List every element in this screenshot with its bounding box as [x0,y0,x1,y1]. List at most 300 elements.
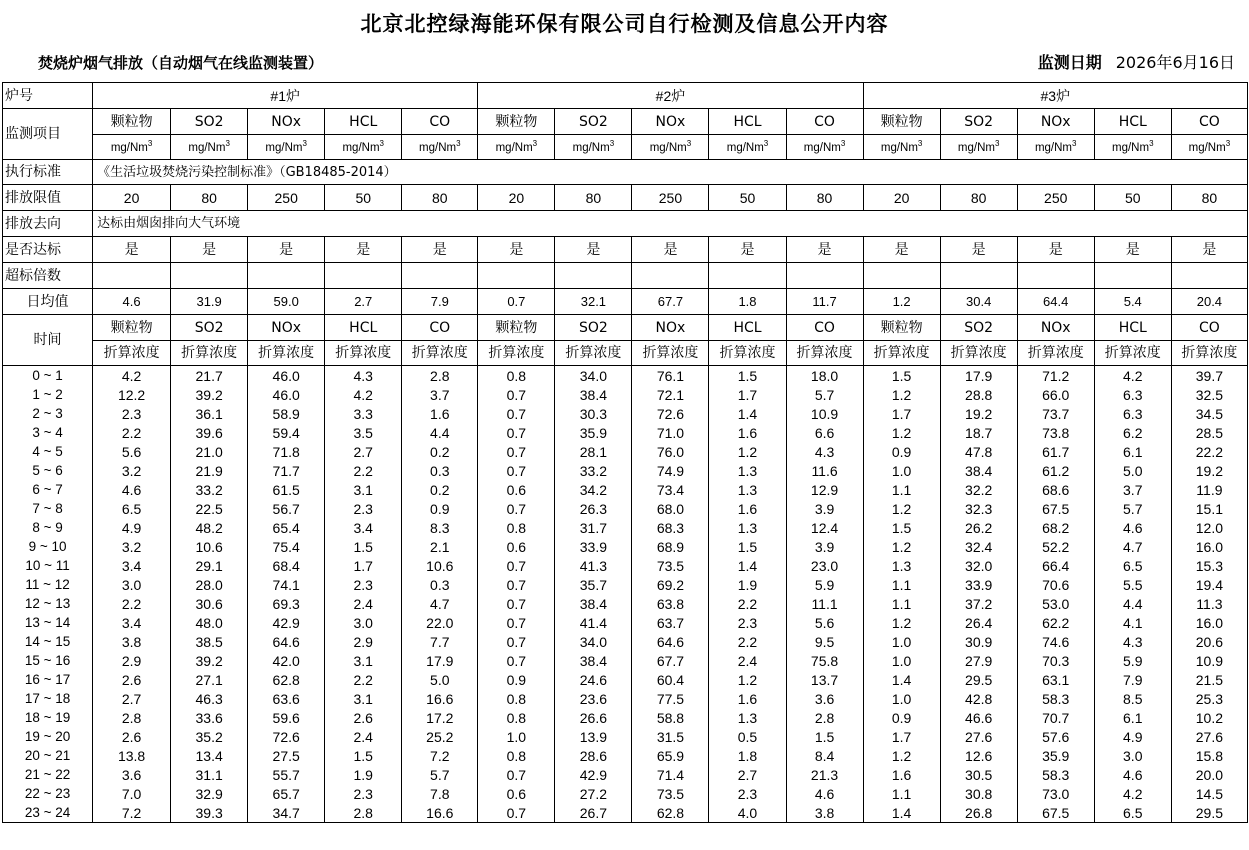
unit-cell [478,135,555,160]
converted-label: 折算浓度 [248,341,325,366]
value-cell: 12.9 [786,480,863,499]
value-cell: 1.5 [709,537,786,556]
value-cell: 27.2 [555,784,632,803]
value-cell: 67.7 [632,651,709,670]
value-cell: 76.1 [632,366,709,386]
value-cell: 39.2 [171,385,248,404]
value-cell: 71.4 [632,765,709,784]
value-cell: 0.9 [863,708,940,727]
value-cell: 30.8 [940,784,1017,803]
value-cell: 4.2 [93,366,171,386]
unit-cell [325,135,402,160]
value-cell: 5.0 [1094,461,1171,480]
table-row [3,385,1248,404]
value-cell: 63.1 [1017,670,1094,689]
item-header: HCL [1094,109,1171,135]
value-cell: 34.2 [555,480,632,499]
value-cell: 1.2 [863,537,940,556]
value-cell: 0.7 [478,575,555,594]
value-cell: 15.3 [1171,556,1247,575]
value-cell: 14.5 [1171,784,1247,803]
table-row [3,632,1248,651]
unit-superscript: 3 [763,138,769,148]
value-cell: 2.2 [325,461,402,480]
value-cell: 7.7 [402,632,478,651]
exceed-value [248,263,325,289]
time-item-header: SO2 [940,315,1017,341]
value-cell: 2.3 [325,575,402,594]
destination-label: 排放去向 [3,211,93,237]
value-cell: 73.5 [632,556,709,575]
value-cell: 38.4 [555,594,632,613]
value-cell: 4.6 [93,480,171,499]
daily-avg-value: 1.2 [863,289,940,315]
value-cell: 2.2 [709,594,786,613]
item-header: NOx [632,109,709,135]
value-cell: 12.0 [1171,518,1247,537]
item-header: SO2 [555,109,632,135]
value-cell: 2.4 [325,727,402,746]
unit-text: mg/Nm [726,141,764,154]
exceed-value [402,263,478,289]
value-cell: 4.4 [402,423,478,442]
value-cell: 59.6 [248,708,325,727]
item-header: HCL [325,109,402,135]
value-cell: 38.4 [555,651,632,670]
unit-text: mg/Nm [342,141,380,154]
value-cell: 65.9 [632,746,709,765]
value-cell: 68.4 [248,556,325,575]
time-cell: 0 ~ 1 [3,366,93,386]
value-cell: 2.1 [402,537,478,556]
standard-label: 执行标准 [3,160,93,185]
value-cell: 1.3 [709,480,786,499]
value-cell: 31.5 [632,727,709,746]
value-cell: 3.1 [325,689,402,708]
time-item-header: 颗粒物 [93,315,171,341]
value-cell: 2.7 [93,689,171,708]
time-item-header: 颗粒物 [478,315,555,341]
unit-text: mg/Nm [265,141,303,154]
time-item-header: CO [1171,315,1247,341]
time-cell: 17 ~ 18 [3,689,93,708]
value-cell: 21.7 [171,366,248,386]
converted-label: 折算浓度 [402,341,478,366]
value-cell: 4.7 [1094,537,1171,556]
value-cell: 0.6 [478,480,555,499]
value-cell: 2.4 [709,651,786,670]
value-cell: 58.3 [1017,689,1094,708]
value-cell: 33.9 [940,575,1017,594]
compliant-value: 是 [171,237,248,263]
time-cell: 19 ~ 20 [3,727,93,746]
value-cell: 0.8 [478,746,555,765]
value-cell: 37.2 [940,594,1017,613]
unit-text: mg/Nm [419,141,457,154]
value-cell: 56.7 [248,499,325,518]
value-cell: 58.3 [1017,765,1094,784]
limit-value: 250 [1017,185,1094,211]
value-cell: 39.7 [1171,366,1247,386]
exceed-value [786,263,863,289]
daily-avg-value: 7.9 [402,289,478,315]
value-cell: 72.1 [632,385,709,404]
value-cell: 70.3 [1017,651,1094,670]
value-cell: 17.2 [402,708,478,727]
value-cell: 0.7 [478,765,555,784]
value-cell: 2.4 [325,594,402,613]
value-cell: 66.4 [1017,556,1094,575]
compliant-value: 是 [709,237,786,263]
value-cell: 23.0 [786,556,863,575]
value-cell: 27.6 [940,727,1017,746]
value-cell: 1.0 [478,727,555,746]
value-cell: 3.7 [1094,480,1171,499]
value-cell: 1.2 [709,442,786,461]
unit-cell [709,135,786,160]
value-cell: 3.7 [402,385,478,404]
value-cell: 67.5 [1017,803,1094,823]
value-cell: 55.7 [248,765,325,784]
unit-superscript: 3 [147,138,153,148]
limit-label: 排放限值 [3,185,93,211]
value-cell: 10.9 [1171,651,1247,670]
converted-label: 折算浓度 [632,341,709,366]
item-header: 颗粒物 [93,109,171,135]
unit-cell [248,135,325,160]
value-cell: 27.5 [248,746,325,765]
destination-text: 达标由烟囱排向大气环境 [93,211,1248,237]
limit-value: 80 [402,185,478,211]
value-cell: 35.2 [171,727,248,746]
value-cell: 35.9 [555,423,632,442]
unit-text: mg/Nm [1188,141,1226,154]
value-cell: 74.6 [1017,632,1094,651]
value-cell: 28.6 [555,746,632,765]
value-cell: 1.0 [863,651,940,670]
value-cell: 0.8 [478,366,555,386]
limit-value: 50 [325,185,402,211]
time-cell: 3 ~ 4 [3,423,93,442]
converted-label: 折算浓度 [325,341,402,366]
value-cell: 34.7 [248,803,325,823]
converted-label: 折算浓度 [940,341,1017,366]
value-cell: 1.0 [863,632,940,651]
unit-cell [863,135,940,160]
value-cell: 16.0 [1171,537,1247,556]
limit-value: 250 [632,185,709,211]
value-cell: 3.3 [325,404,402,423]
value-cell: 0.7 [478,499,555,518]
value-cell: 32.9 [171,784,248,803]
time-label: 时间 [3,315,93,366]
table-row [3,708,1248,727]
item-header: NOx [248,109,325,135]
table-row [3,366,1248,386]
item-header: NOx [1017,109,1094,135]
value-cell: 39.6 [171,423,248,442]
item-header: CO [786,109,863,135]
unit-text: mg/Nm [880,141,918,154]
converted-label: 折算浓度 [1017,341,1094,366]
value-cell: 0.7 [478,594,555,613]
value-cell: 6.5 [1094,803,1171,823]
value-cell: 2.3 [325,784,402,803]
exceed-value [93,263,171,289]
unit-text: mg/Nm [803,141,841,154]
value-cell: 19.2 [940,404,1017,423]
daily-avg-value: 0.7 [478,289,555,315]
value-cell: 1.5 [325,537,402,556]
value-cell: 72.6 [632,404,709,423]
table-header [3,83,1248,366]
value-cell: 2.8 [786,708,863,727]
unit-cell [402,135,478,160]
value-cell: 3.8 [786,803,863,823]
time-cell: 8 ~ 9 [3,518,93,537]
value-cell: 75.4 [248,537,325,556]
value-cell: 2.2 [325,670,402,689]
value-cell: 1.2 [863,746,940,765]
value-cell: 33.2 [171,480,248,499]
value-cell: 31.7 [555,518,632,537]
time-cell: 21 ~ 22 [3,765,93,784]
value-cell: 1.4 [863,670,940,689]
time-item-header: 颗粒物 [863,315,940,341]
value-cell: 26.6 [555,708,632,727]
limit-value: 80 [1171,185,1247,211]
value-cell: 46.3 [171,689,248,708]
value-cell: 10.6 [171,537,248,556]
value-cell: 1.2 [863,385,940,404]
compliant-value: 是 [248,237,325,263]
value-cell: 38.4 [555,385,632,404]
value-cell: 73.8 [1017,423,1094,442]
value-cell: 31.1 [171,765,248,784]
value-cell: 22.2 [1171,442,1247,461]
value-cell: 1.2 [863,499,940,518]
table-row [3,480,1248,499]
value-cell: 0.7 [478,613,555,632]
unit-cell [171,135,248,160]
value-cell: 4.6 [1094,518,1171,537]
value-cell: 35.7 [555,575,632,594]
table-row [3,727,1248,746]
value-cell: 1.7 [863,727,940,746]
value-cell: 0.7 [478,803,555,823]
table-row [3,404,1248,423]
value-cell: 3.9 [786,537,863,556]
time-cell: 4 ~ 5 [3,442,93,461]
value-cell: 27.1 [171,670,248,689]
value-cell: 29.5 [1171,803,1247,823]
value-cell: 3.8 [93,632,171,651]
value-cell: 20.0 [1171,765,1247,784]
value-cell: 15.1 [1171,499,1247,518]
value-cell: 9.5 [786,632,863,651]
value-cell: 58.9 [248,404,325,423]
value-cell: 0.7 [478,404,555,423]
converted-label: 折算浓度 [555,341,632,366]
value-cell: 30.5 [940,765,1017,784]
value-cell: 39.3 [171,803,248,823]
value-cell: 5.7 [1094,499,1171,518]
value-cell: 16.0 [1171,613,1247,632]
table-row [3,613,1248,632]
value-cell: 38.5 [171,632,248,651]
value-cell: 3.2 [93,461,171,480]
date-value: 2026年6月16日 [1115,53,1235,72]
value-cell: 30.3 [555,404,632,423]
item-label: 监测项目 [3,109,93,160]
time-cell: 2 ~ 3 [3,404,93,423]
value-cell: 32.4 [940,537,1017,556]
compliant-value: 是 [402,237,478,263]
standard-text: 《生活垃圾焚烧污染控制标准》（GB18485-2014） [93,160,1248,185]
value-cell: 4.7 [402,594,478,613]
value-cell: 33.9 [555,537,632,556]
value-cell: 2.3 [93,404,171,423]
value-cell: 26.7 [555,803,632,823]
compliant-value: 是 [555,237,632,263]
value-cell: 8.3 [402,518,478,537]
exceed-value [632,263,709,289]
time-cell: 23 ~ 24 [3,803,93,823]
value-cell: 2.3 [709,784,786,803]
value-cell: 7.2 [93,803,171,823]
value-cell: 4.2 [325,385,402,404]
time-item-header: CO [402,315,478,341]
value-cell: 42.8 [940,689,1017,708]
value-cell: 34.0 [555,632,632,651]
exceed-value [478,263,555,289]
value-cell: 28.5 [1171,423,1247,442]
value-cell: 34.0 [555,366,632,386]
unit-text: mg/Nm [572,141,610,154]
time-item-header: SO2 [171,315,248,341]
value-cell: 1.1 [863,480,940,499]
value-cell: 61.7 [1017,442,1094,461]
value-cell: 1.4 [863,803,940,823]
value-cell: 41.4 [555,613,632,632]
value-cell: 19.2 [1171,461,1247,480]
value-cell: 2.9 [93,651,171,670]
value-cell: 1.3 [863,556,940,575]
value-cell: 1.7 [863,404,940,423]
value-cell: 30.9 [940,632,1017,651]
value-cell: 4.9 [93,518,171,537]
limit-value: 50 [1094,185,1171,211]
daily-avg-value: 30.4 [940,289,1017,315]
table-row [3,556,1248,575]
compliant-value: 是 [1094,237,1171,263]
unit-text: mg/Nm [495,141,533,154]
value-cell: 66.0 [1017,385,1094,404]
value-cell: 7.8 [402,784,478,803]
value-cell: 1.6 [402,404,478,423]
daily-avg-value: 11.7 [786,289,863,315]
value-cell: 11.1 [786,594,863,613]
value-cell: 61.2 [1017,461,1094,480]
daily-avg-value: 5.4 [1094,289,1171,315]
value-cell: 16.6 [402,803,478,823]
value-cell: 15.8 [1171,746,1247,765]
value-cell: 0.9 [402,499,478,518]
value-cell: 1.4 [709,404,786,423]
value-cell: 39.2 [171,651,248,670]
value-cell: 71.2 [1017,366,1094,386]
monitoring-date [1038,50,1235,73]
exceed-value [1017,263,1094,289]
value-cell: 46.6 [940,708,1017,727]
unit-superscript: 3 [609,138,615,148]
value-cell: 8.4 [786,746,863,765]
table-row [3,499,1248,518]
value-cell: 65.7 [248,784,325,803]
value-cell: 7.0 [93,784,171,803]
compliant-value: 是 [863,237,940,263]
value-cell: 0.5 [709,727,786,746]
time-item-header: HCL [1094,315,1171,341]
time-cell: 14 ~ 15 [3,632,93,651]
item-header: CO [1171,109,1247,135]
unit-superscript: 3 [456,138,461,148]
furnace-label: 炉号 [3,83,93,109]
value-cell: 59.4 [248,423,325,442]
value-cell: 1.5 [863,366,940,386]
value-cell: 1.2 [863,423,940,442]
value-cell: 58.8 [632,708,709,727]
unit-text: mg/Nm [1034,141,1073,154]
daily-avg-value: 31.9 [171,289,248,315]
value-cell: 62.8 [632,803,709,823]
value-cell: 28.8 [940,385,1017,404]
time-item-header: NOx [1017,315,1094,341]
value-cell: 19.4 [1171,575,1247,594]
value-cell: 3.4 [93,556,171,575]
time-cell: 5 ~ 6 [3,461,93,480]
unit-superscript: 3 [1149,138,1154,148]
unit-cell [1171,135,1247,160]
value-cell: 1.3 [709,708,786,727]
converted-label: 折算浓度 [171,341,248,366]
value-cell: 25.2 [402,727,478,746]
value-cell: 34.5 [1171,404,1247,423]
value-cell: 47.8 [940,442,1017,461]
value-cell: 7.2 [402,746,478,765]
table-row [3,575,1248,594]
table-row [3,537,1248,556]
table-row [3,442,1248,461]
value-cell: 0.3 [402,575,478,594]
table-row [3,689,1248,708]
value-cell: 10.2 [1171,708,1247,727]
value-cell: 28.1 [555,442,632,461]
value-cell: 4.4 [1094,594,1171,613]
value-cell: 33.6 [171,708,248,727]
item-header: SO2 [940,109,1017,135]
value-cell: 73.7 [1017,404,1094,423]
value-cell: 0.6 [478,784,555,803]
table-row [3,670,1248,689]
time-cell: 9 ~ 10 [3,537,93,556]
value-cell: 42.0 [248,651,325,670]
exceed-value [709,263,786,289]
table-row [3,594,1248,613]
value-cell: 1.8 [709,746,786,765]
item-header: HCL [709,109,786,135]
value-cell: 4.9 [1094,727,1171,746]
